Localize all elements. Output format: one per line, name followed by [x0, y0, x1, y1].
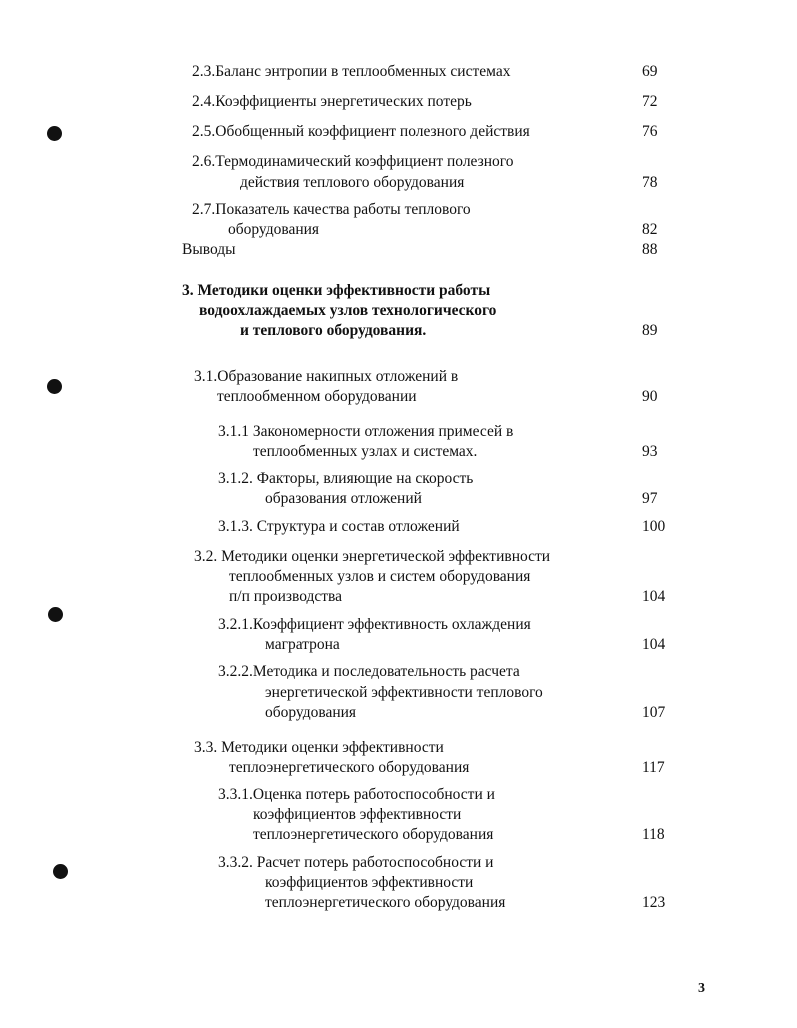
toc-entry-page: 93 — [642, 443, 658, 460]
binder-hole-mark — [47, 379, 62, 394]
toc-entry-title-cont: энергетической эффективности теплового — [265, 684, 543, 701]
toc-entry-page: 90 — [642, 388, 658, 405]
toc-entry-title: 3.2.2.Методика и последовательность расчета — [218, 663, 520, 680]
binder-hole-mark — [47, 126, 62, 141]
toc-chapter-title-cont: и теплового оборудования. — [240, 322, 427, 339]
toc-entry-title-cont: п/п производства — [229, 588, 343, 605]
toc-entry-title: 3.1.Образование накипных отложений в — [194, 368, 459, 385]
toc-entry-page: 72 — [642, 93, 658, 110]
toc-entry-title: 2.4.Коэффициенты энергетических потерь — [192, 93, 472, 110]
toc-entry-page: 78 — [642, 174, 658, 191]
toc-entry-title-cont: магратрона — [265, 636, 340, 653]
toc-entry-title: 2.7.Показатель качества работы теплового — [192, 201, 471, 218]
binder-hole-mark — [53, 864, 68, 879]
toc-entry-page: 100 — [642, 518, 666, 535]
toc-entry-page: 104 — [642, 588, 666, 605]
toc-entry-title-cont: оборудования — [265, 704, 357, 721]
toc-entry-title: 3.2.1.Коэффициент эффективность охлаждения — [218, 616, 531, 633]
toc-entry-page: 107 — [642, 704, 666, 721]
toc-entry-title: 3.1.3. Структура и состав отложений — [218, 518, 460, 535]
toc-entry-page: 88 — [642, 241, 658, 258]
toc-entry-page: 89 — [642, 322, 658, 339]
toc-entry-page: 97 — [642, 490, 658, 507]
toc-entry-title-cont: коэффициентов эффективности — [253, 806, 462, 823]
toc-entry-title-cont: коэффициентов эффективности — [265, 874, 474, 891]
toc-entry-page: 69 — [642, 63, 658, 80]
toc-entry-title-cont: теплоэнергетического оборудования — [253, 826, 494, 843]
page-number: 3 — [698, 981, 705, 996]
toc-entry-title: Выводы — [182, 241, 236, 258]
toc-entry-page: 82 — [642, 221, 658, 238]
toc-entry-title-cont: теплоэнергетического оборудования — [265, 894, 506, 911]
toc-entry-page: 123 — [642, 894, 666, 911]
toc-entry-page: 76 — [642, 123, 658, 140]
toc-entry-title-cont: оборудования — [228, 221, 320, 238]
toc-entry-title: 2.3.Баланс энтропии в теплообменных системах — [192, 63, 511, 80]
toc-entry-title: 3.2. Методики оценки энергетической эффективности — [194, 548, 551, 565]
toc-entry-title-cont: образования отложений — [265, 490, 422, 507]
toc-entry-title: 3.3.2. Расчет потерь работоспособности и — [218, 854, 494, 871]
toc-entry-title: 3.3. Методики оценки эффективности — [194, 739, 444, 756]
toc-entry-title-cont: теплообменных узлов и систем оборудования — [229, 568, 531, 585]
toc-entry-page: 104 — [642, 636, 666, 653]
toc-entry-title-cont: теплообменном оборудовании — [217, 388, 417, 405]
toc-entry-title: 2.5.Обобщенный коэффициент полезного действия — [192, 123, 530, 140]
toc-chapter-title: 3. Методики оценки эффективности работы — [182, 282, 491, 299]
toc-entry-title: 3.3.1.Оценка потерь работоспособности и — [218, 786, 495, 803]
toc-entry-title: 3.1.1 Закономерности отложения примесей в — [218, 423, 514, 440]
toc-chapter-title-cont: водоохлаждаемых узлов технологического — [199, 302, 497, 319]
toc-entry-page: 117 — [642, 759, 665, 776]
binder-hole-mark — [48, 607, 63, 622]
toc-entry-title-cont: теплообменных узлах и системах. — [253, 443, 478, 460]
toc-entry-title: 2.6.Термодинамический коэффициент полезного — [192, 153, 514, 170]
toc-entry-title-cont: теплоэнергетического оборудования — [229, 759, 470, 776]
toc-entry-title: 3.1.2. Факторы, влияющие на скорость — [218, 470, 474, 487]
toc-entry-title-cont: действия теплового оборудования — [240, 174, 465, 191]
toc-entry-page: 118 — [642, 826, 665, 843]
